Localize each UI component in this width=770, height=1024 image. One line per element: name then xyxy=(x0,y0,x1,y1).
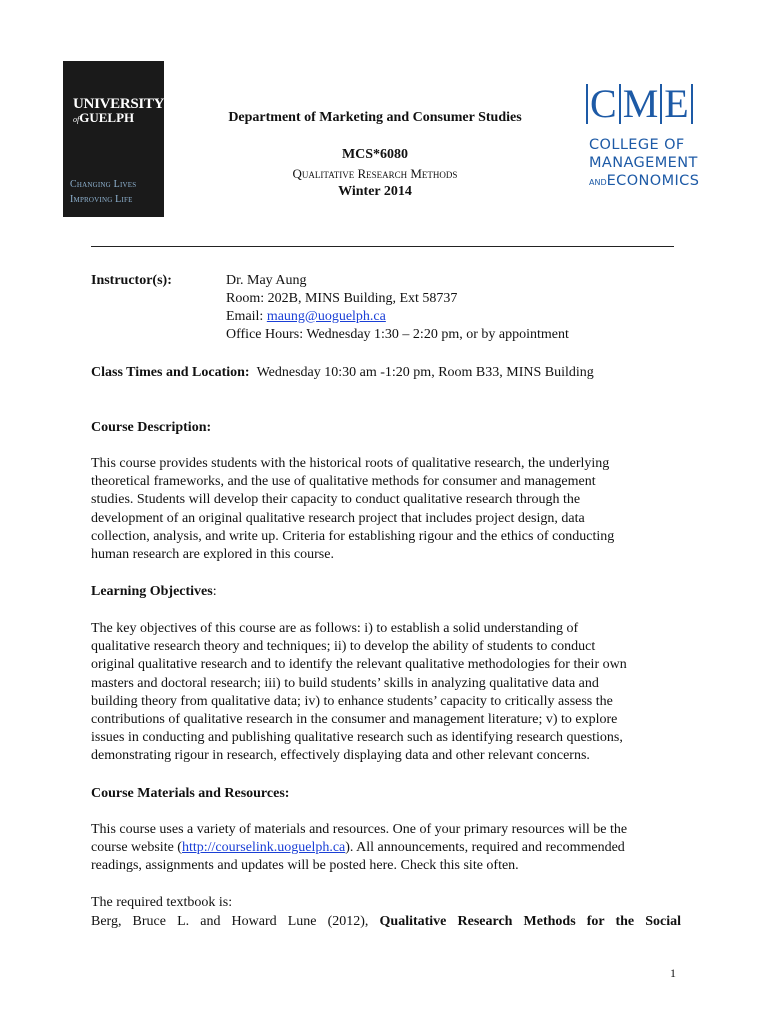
textbook-citation: Berg, Bruce L. and Howard Lune (2012), Qualitative Research Methods for the Social xyxy=(91,914,681,929)
textbook-intro: The required textbook is: xyxy=(91,895,233,910)
course-description-body: This course provides students with the historical roots of qualitative research, the underlying theoretical frameworks, and the use of qualitative methods for consumer and management studies. Students will develop their capacity to conduct qualitative research through the development of an original qualitative research project that includes project design, data collection, analysis, and write up. Criteria for establishing rigour and the ethics of conducting human research are explored in this course. xyxy=(91,456,615,563)
class-times-value: Wednesday 10:30 am -1:20 pm, Room B33, MINS Building xyxy=(256,365,594,380)
instructor-room: Room: 202B, MINS Building, Ext 58737 xyxy=(226,291,458,306)
guelph-wordmark: UNIVERSITY ofGUELPH xyxy=(73,96,165,125)
courselink-link[interactable]: http://courselink.uoguelph.ca xyxy=(181,840,346,856)
course-title: Qualitative Research Methods xyxy=(292,166,458,181)
course-description-heading: Course Description: xyxy=(91,420,212,435)
learning-objectives-heading: Learning Objectives: xyxy=(91,584,217,599)
instructor-office-hours: Office Hours: Wednesday 1:30 – 2:20 pm, or by appointment xyxy=(226,327,569,342)
instructor-name: Dr. May Aung xyxy=(226,273,307,288)
instructor-email-line: Email: maung@uoguelph.ca xyxy=(226,309,386,324)
header-divider xyxy=(91,246,674,247)
course-materials-heading: Course Materials and Resources: xyxy=(91,786,290,801)
cme-college-name: COLLEGE OF MANAGEMENT ANDECONOMICS xyxy=(589,137,700,189)
page-number: 1 xyxy=(670,966,676,980)
learning-objectives-body: The key objectives of this course are as follows: i) to establish a solid understanding of qualitative research theory and techniques; ii) to develop the ability of students to conduct original qualitative research and to identify the relevant qualitative methodologies for their own masters and doctoral research; iii) to build students’ skills in analyzing qualitative data and building theory from qualitative data; iv) to enhance students’ capacity to critically assess the contributions of qualitative research in the consumer and management literature; v) to explore issues in conducting and publishing qualitative research such as identifying research questions, demonstrating rigour in research, effectively displaying data and other relevant concerns. xyxy=(91,621,627,764)
university-of-guelph-logo xyxy=(63,61,164,217)
course-code: MCS*6080 xyxy=(341,147,409,162)
instructor-email-link[interactable]: maung@uoguelph.ca xyxy=(266,309,386,324)
department-name: Department of Marketing and Consumer Studies xyxy=(228,110,522,125)
class-times-label: Class Times and Location: xyxy=(91,365,250,380)
instructor-label: Instructor(s): xyxy=(91,273,172,288)
course-materials-body: This course uses a variety of materials and resources. One of your primary resources will be the course website (http://courselink.uoguelph.ca). All announcements, required and recommended readings, assignments and updates will be posted here. Check this site often. xyxy=(91,822,628,874)
college-of-management-and-economics-logo xyxy=(584,81,714,196)
cme-letters: C M E xyxy=(584,84,695,124)
class-times-line xyxy=(91,364,594,382)
guelph-tagline: Changing Lives Improving Life xyxy=(70,179,137,205)
course-term: Winter 2014 xyxy=(338,184,412,199)
textbook-title: Qualitative Research Methods for the Social xyxy=(379,914,681,929)
